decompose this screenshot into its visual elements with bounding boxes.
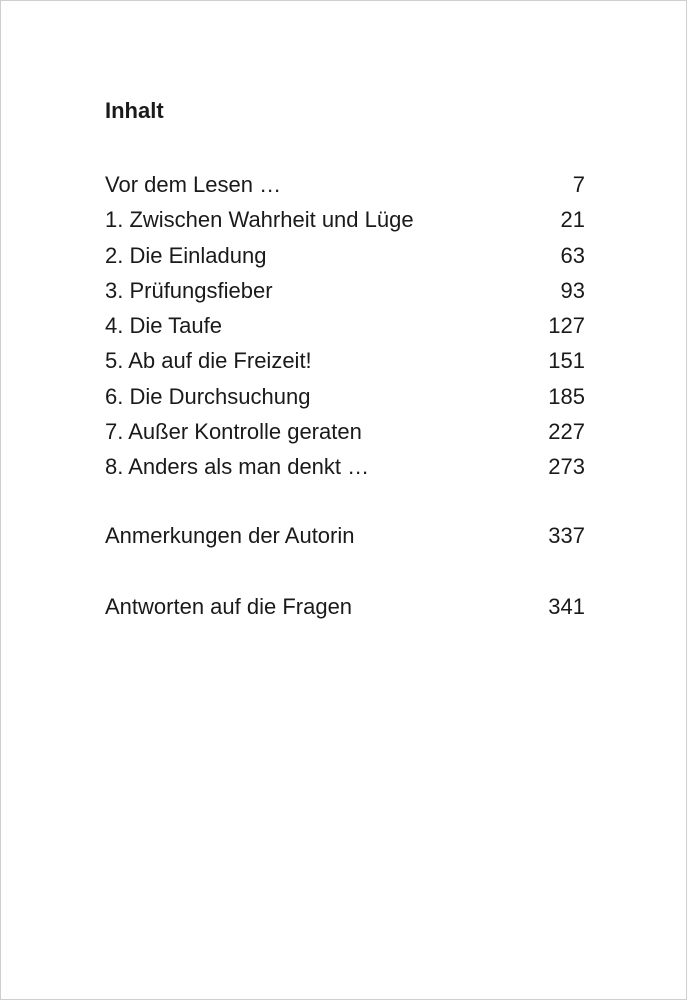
toc-entry: [105, 449, 585, 484]
toc-entry-page: 227: [548, 418, 585, 444]
toc-entry-title: 2. Die Einladung: [105, 242, 267, 268]
toc-entry: [105, 589, 585, 624]
toc-entry-title: 8. Anders als man denkt …: [105, 454, 370, 479]
toc-entry-page: 185: [548, 383, 585, 409]
toc-entry-page: 273: [548, 454, 585, 479]
toc-entry-title: Vor dem Lesen …: [105, 172, 282, 197]
toc-entry-title: 7. Außer Kontrolle geraten: [105, 418, 362, 444]
toc-entry-title: 5. Ab auf die Freizeit!: [105, 348, 312, 374]
toc-entry-title: 4. Die Taufe: [105, 313, 223, 338]
appendix-notes: [105, 518, 585, 553]
toc-entry-page: 337: [548, 523, 585, 548]
table-of-contents: [105, 167, 585, 484]
toc-entry-title: Antworten auf die Fragen: [105, 594, 353, 619]
toc-entry: [105, 167, 585, 202]
toc-entry-page: 151: [548, 348, 585, 374]
toc-entry: [105, 202, 585, 237]
toc-entry-title: 6. Die Durchsuchung: [105, 383, 311, 409]
toc-entry: [105, 414, 585, 449]
toc-entry: [105, 238, 585, 273]
toc-entry-title: Anmerkungen der Autorin: [105, 523, 355, 548]
toc-entry: [105, 343, 585, 378]
toc-entry-page: 63: [560, 242, 585, 268]
toc-heading: Inhalt: [105, 98, 164, 123]
toc-entry-page: 341: [548, 594, 585, 619]
toc-entry-page: 7: [572, 172, 585, 197]
toc-entry-page: 21: [560, 207, 585, 233]
toc-entry-page: 127: [548, 313, 585, 338]
toc-entry: [105, 308, 585, 343]
toc-entry-title: 3. Prüfungsfieber: [105, 277, 273, 303]
toc-entry-page: 93: [560, 277, 585, 303]
toc-entry: [105, 273, 585, 308]
toc-entry: [105, 518, 585, 553]
appendix-answers: [105, 589, 585, 624]
toc-entry: [105, 379, 585, 414]
toc-entry-title: 1. Zwischen Wahrheit und Lüge: [105, 207, 414, 233]
